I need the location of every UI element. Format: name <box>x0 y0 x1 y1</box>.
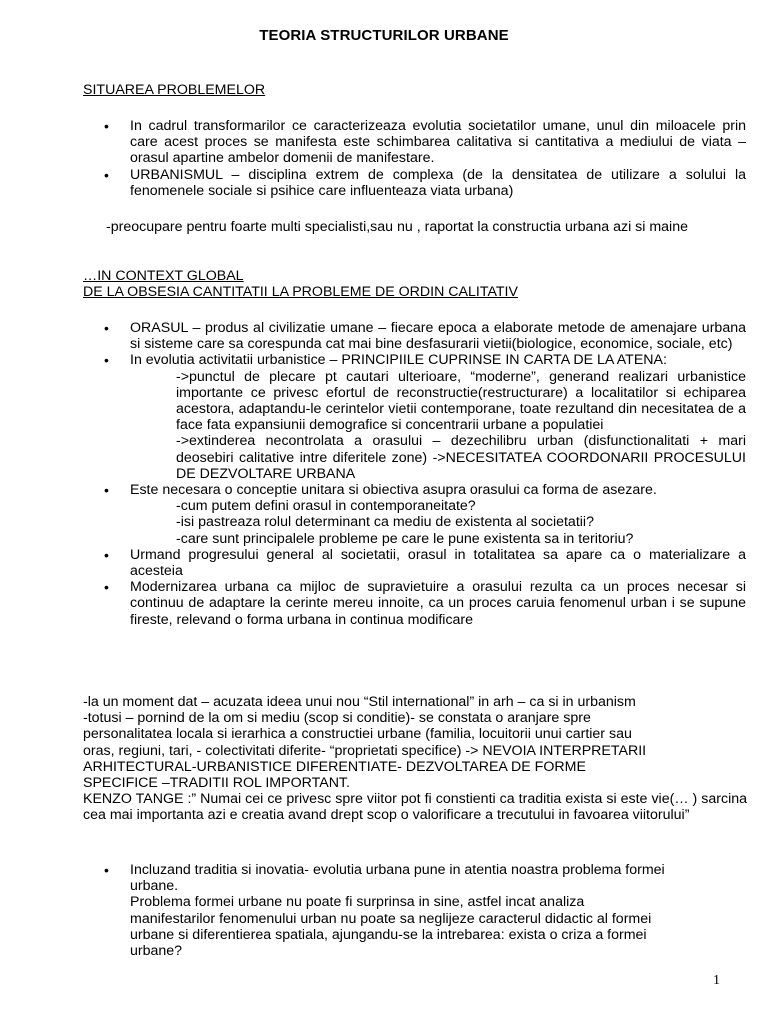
text-line: personalitatea locala si ierarhica a constructiei urbane (familia, locuitorii unui cartier sau <box>83 726 632 743</box>
section2-bullet-list <box>104 320 746 628</box>
sub-item: -care sunt principalele probleme pe care le pune existenta sa in teritoriu? <box>176 530 634 547</box>
list-item: • Modernizarea urbana ca mijloc de supravietuire a orasului rezulta ca un proces necesar si continuu de adaptare la cerinte mereu innoite, ca un proces caruia fenomenul urban i se supune fireste, relevand o forma urbana in continua modificare <box>104 579 746 628</box>
kenzo-tange-quote: KENZO TANGE :” Numai cei ce privesc spre viitor pot fi constienti ca traditia exista si este vie(… ) sarcina cea mai importanta azi e creatia avand drept scop o valorificare a trecutului in favoarea viitorului” <box>83 791 747 824</box>
list-item: • URBANISMUL – disciplina extrem de complexa (de la densitatea de utilizare a solului la fenomenele sociale si psihice care influenteaza viata urbana) <box>104 167 746 199</box>
list-item: • Urmand progresului general al societatii, orasul in totalitatea sa apare ca o materializare a acesteia <box>104 547 746 579</box>
text-line: Problema formei urbane nu poate fi surprinsa in sine, astfel incat analiza <box>130 894 585 911</box>
section-heading-obsesia: DE LA OBSESIA CANTITATII LA PROBLEME DE ORDIN CALITATIV <box>83 284 518 300</box>
list-item <box>104 352 746 482</box>
section3-paragraph <box>83 694 747 824</box>
section-heading-situarea: SITUAREA PROBLEMELOR <box>83 82 266 98</box>
section-heading-context: …IN CONTEXT GLOBAL <box>83 268 244 284</box>
list-item-text: • In evolutia activitatii urbanistice – PRINCIPIILE CUPRINSE IN CARTA DE LA ATENA: <box>130 352 667 369</box>
text-line: ARHITECTURAL-URBANISTICE DIFERENTIATE- DEZVOLTAREA DE FORME <box>83 758 586 775</box>
list-item: • In cadrul transformarilor ce caracterizeaza evolutia societatilor umane, unul din miloacele prin care acest proces se manifesta este schimbarea calitativa si cantitativa a mediului de viata – orasul apartine ambelor domenii de manifestare. <box>104 118 746 167</box>
text-line: • Incluzand traditia si inovatia- evolutia urbana pune in atentia noastra problema formei <box>130 862 665 878</box>
sub-item: ->extinderea necontrolata a orasului – dezechilibru urban (disfunctionalitati + mari deosebiri calitative intre diferitele zone) ->NECESITATEA COORDONARII PROCESULUI DE DEZVOLTARE URBANA <box>176 433 746 482</box>
sub-item: -cum putem defini orasul in contemporaneitate? <box>176 498 476 515</box>
page-number: 1 <box>713 973 720 988</box>
text-line: urbane si diferentierea spatiala, ajungandu-se la intrebarea: exista o criza a formei <box>130 926 647 943</box>
page-title: TEORIA STRUCTURILOR URBANE <box>259 27 509 44</box>
text-line: oras, regiuni, tari, - colectivitati diferite- “proprietati specifice) -> NEVOIA INTERPRETARII <box>83 742 647 759</box>
section4-bullet-list <box>104 862 746 959</box>
sub-item: ->punctul de plecare pt cautari ulterioare, “moderne”, generand realizari urbanistice importante ce privesc efortul de reconstructie(restructurare) a localitatilor si echiparea acestora, adaptandu-le cerintelor vietii contemporane, toate rezultand din necesitatea de a face fata expansiunii demografice si concentrarii urbane a populatiei <box>176 368 746 434</box>
text-line: -la un moment dat – acuzata ideea unui nou “Stil international” in arh – ca si in urbanism <box>83 694 636 710</box>
section1-bullet-list <box>104 118 746 199</box>
list-item: • ORASUL – produs al civilizatie umane – fiecare epoca a elaborate metode de amenajare urbana si sisteme care sa corespunda cat mai bine desfasurarii vietii(biologice, economice, sociale, etc) <box>104 320 746 352</box>
text-line: urbane? <box>130 943 183 960</box>
list-item <box>104 862 746 959</box>
sub-item: -isi pastreaza rolul determinant ca mediu de existenta al societatii? <box>176 514 594 531</box>
list-item-text: • Este necesara o conceptie unitara si obiectiva asupra orasului ca forma de asezare. <box>130 482 657 499</box>
text-line: manifestarilor fenomenului urban nu poate sa neglijeze caracterul didactic al formei <box>130 910 652 927</box>
text-line: urbane. <box>130 878 179 895</box>
section1-note: -preocupare pentru foarte multi specialisti,sau nu , raportat la constructia urbana azi si maine <box>106 219 688 235</box>
text-line: SPECIFICE –TRADITII ROL IMPORTANT. <box>83 775 350 792</box>
text-line: -totusi – pornind de la om si mediu (scop si conditie)- se constata o aranjare spre <box>83 710 591 727</box>
list-item <box>104 482 746 547</box>
